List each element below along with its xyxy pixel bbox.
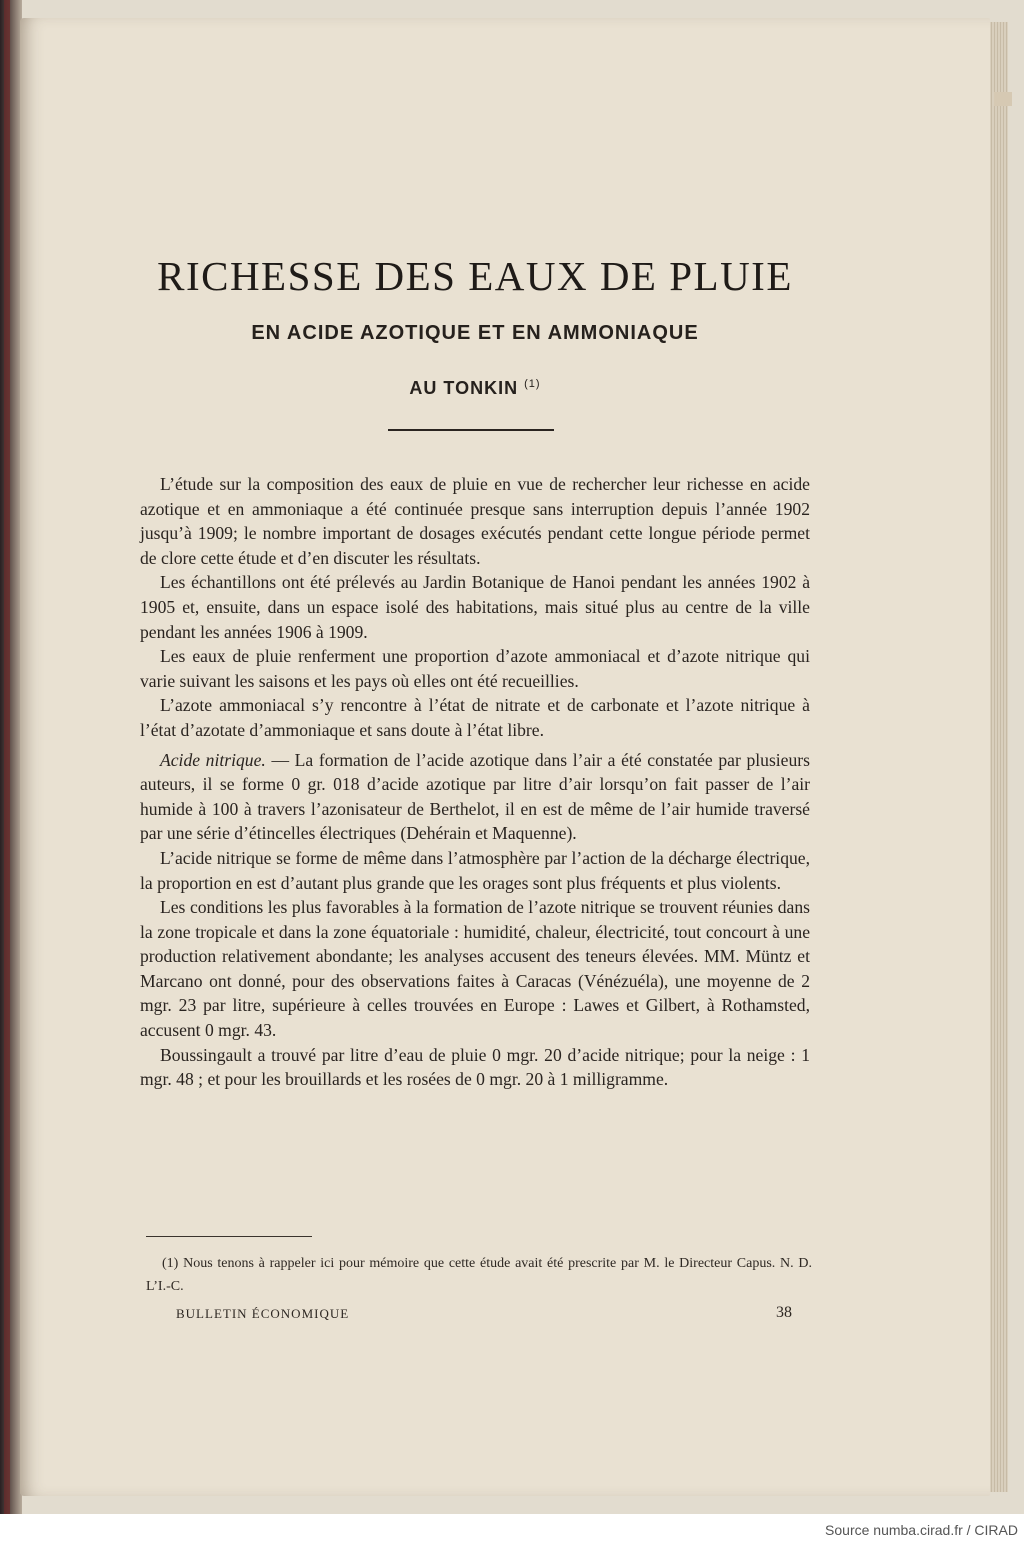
footnote-reference[interactable]: (1) (524, 378, 541, 390)
running-footer: BULLETIN ÉCONOMIQUE (176, 1306, 350, 1321)
title-divider (388, 429, 554, 431)
paragraph: Les eaux de pluie renferment une proportion d’azote ammoniacal et d’azote nitrique qui varie suivant les saisons et les pays où elles ont été recueillies. (140, 646, 810, 691)
page-edge-tab (994, 92, 1012, 106)
paragraph-nitric-acid (140, 748, 810, 846)
paragraph: L’azote ammoniacal s’y rencontre à l’état de nitrate et de carbonate et l’azote nitrique à l’état d’azotate d’ammoniaque et sans doute à l’état libre. (140, 695, 810, 740)
paragraph: L’acide nitrique se forme de même dans l’atmosphère par l’action de la décharge électrique, la proportion en est d’autant plus grande que les orages sont plus fréquents et plus violents. (140, 847, 810, 893)
footnote (146, 1252, 812, 1298)
paragraph: Les échantillons ont été prélevés au Jardin Botanique de Hanoi pendant les années 1902 à 1905 et, ensuite, dans un espace isolé des habitations, mais situé plus au centre de la ville pendant les années 1906 à 1909. (140, 572, 810, 642)
paragraph: L’étude sur la composition des eaux de pluie en vue de rechercher leur richesse en acide azotique et en ammoniaque a été continuée presque sans interruption depuis l’année 1902 jusqu’à 1909; le nombre important de dosages exécutés pendant cette longue période permet de clore cette étude et d’en discuter les résultats. (140, 474, 810, 568)
paragraph: Les conditions les plus favorables à la formation de l’azote nitrique se trouvent réunies dans la zone tropicale et dans la zone équatoriale : humidité, chaleur, électricité, tout concourt à une production relativement abondante; les analyses accusent des teneurs élevées. MM. Müntz et Marcano ont donné, pour des observations faites à Caracas (Vénézuéla), une moyenne de 2 mgr. 23 par litre, supérieure à celles trouvées en Europe : Lawes et Gilbert, à Rothamsted, accusent 0 mgr. 43. (140, 897, 810, 1041)
binding-stripe (4, 0, 10, 1514)
source-attribution[interactable]: Source numba.cirad.fr / CIRAD (825, 1522, 1018, 1538)
article-location (120, 378, 830, 399)
location-text: AU TONKIN (409, 378, 519, 398)
footnote-text: Nous tenons à rappeler ici pour mémoire que cette étude avait été prescrite par M. le Directeur Capus. N. D. L’I.-C. (146, 1256, 812, 1294)
article-title: RICHESSE DES EAUX DE PLUIE (157, 253, 793, 299)
paragraph-text: — La formation de l’acide azotique dans l’air a été constatée par plusieurs auteurs, il se forme 0 gr. 018 d’acide azotique par litre d’air lorsqu’on fait passer de l’air humide à 100 à travers l’azonisateur de Berthelot, il en est de même de l’air humide traversé par une série d’étincelles électriques (Dehérain et Maquenne). (140, 749, 810, 844)
section-heading-nitric-acid: Acide nitrique. (160, 749, 266, 770)
page-number: 38 (776, 1304, 792, 1321)
footnote-divider (146, 1236, 312, 1237)
article-body (140, 472, 810, 1092)
article-subtitle: EN ACIDE AZOTIQUE ET EN AMMONIAQUE (251, 322, 699, 344)
footnote-mark: (1) (162, 1256, 179, 1271)
paragraph: Boussingault a trouvé par litre d’eau de pluie 0 mgr. 20 d’acide nitrique; pour la neige : 1 mgr. 48 ; et pour les brouillards et les rosées de 0 mgr. 20 à 1 milligramme. (140, 1044, 810, 1090)
